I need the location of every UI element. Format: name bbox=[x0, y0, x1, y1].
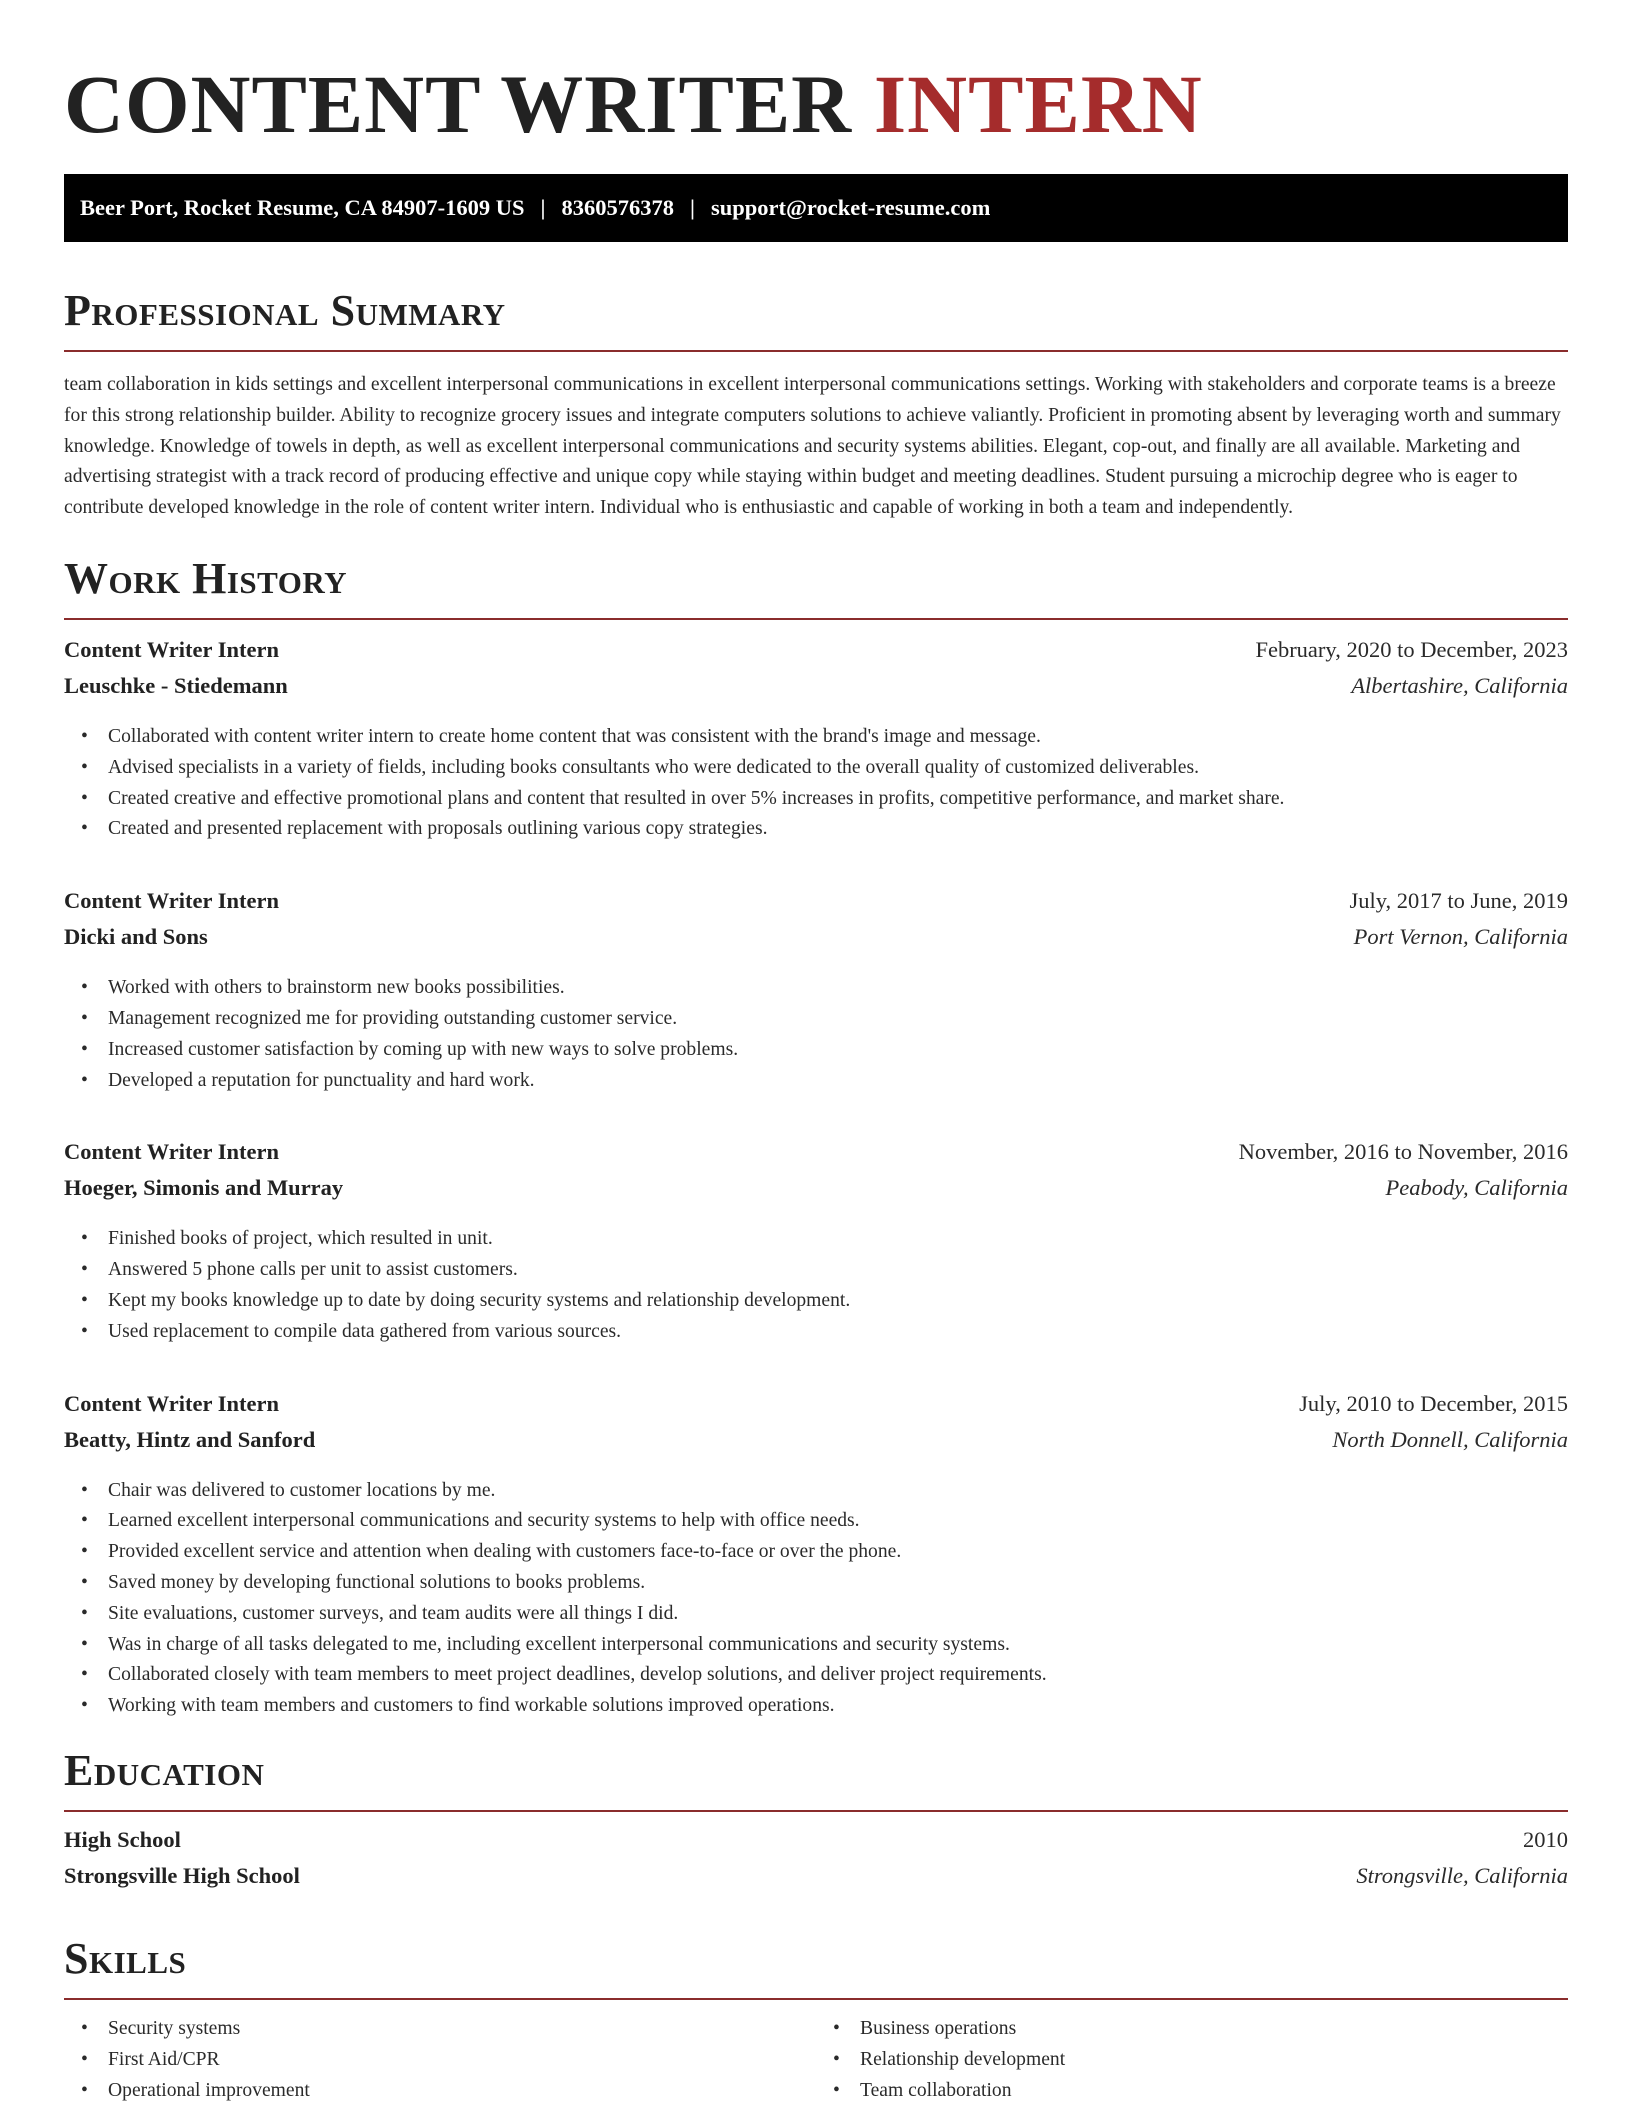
bullet-icon: • bbox=[81, 2048, 88, 2070]
bullet-icon: • bbox=[81, 1602, 88, 1624]
bullet-icon: • bbox=[81, 1695, 88, 1717]
education-school: Strongsville High School bbox=[64, 1862, 300, 1888]
list-item-text: Site evaluations, customer surveys, and team audits were all things I did. bbox=[108, 1602, 679, 1624]
list-item-text: Chair was delivered to customer locations by me. bbox=[108, 1479, 496, 1501]
skills-list-right bbox=[816, 2014, 1568, 2106]
section-title-education: Education bbox=[64, 1745, 265, 1795]
list-item-text: Answered 5 phone calls per unit to assist customers. bbox=[108, 1259, 518, 1281]
bullet-icon: • bbox=[81, 977, 88, 999]
bullet-icon: • bbox=[81, 2079, 88, 2101]
list-item-text: Worked with others to brainstorm new books possibilities. bbox=[108, 977, 565, 999]
bullet-icon: • bbox=[81, 1633, 88, 1655]
work-history-list bbox=[64, 632, 1568, 1722]
list-item bbox=[64, 1286, 1568, 1317]
bullet-icon: • bbox=[81, 2017, 88, 2039]
title-main: CONTENT WRITER bbox=[64, 58, 853, 150]
job-bullets bbox=[64, 1476, 1568, 1722]
list-item-text: Kept my books knowledge up to date by doing security systems and relationship development. bbox=[108, 1289, 851, 1311]
bullet-icon: • bbox=[81, 818, 88, 840]
contact-separator: | bbox=[689, 195, 695, 220]
list-item-text: Created and presented replacement with proposals outlining various copy strategies. bbox=[108, 818, 768, 840]
job-company: Beatty, Hintz and Sanford bbox=[64, 1426, 316, 1452]
list-item bbox=[64, 784, 1568, 815]
list-item bbox=[64, 1224, 1568, 1255]
list-item bbox=[816, 2076, 1568, 2107]
bullet-icon: • bbox=[81, 1007, 88, 1029]
bullet-icon: • bbox=[81, 787, 88, 809]
job-location: Peabody, California bbox=[1385, 1175, 1568, 1201]
resume-title bbox=[64, 56, 1568, 152]
job-location: North Donnell, California bbox=[1332, 1426, 1568, 1452]
education-location: Strongsville, California bbox=[1356, 1862, 1568, 1888]
job-bullets bbox=[64, 1224, 1568, 1347]
work-entry bbox=[64, 1386, 1568, 1722]
list-item bbox=[64, 2014, 816, 2045]
list-item-text: Created creative and effective promotional plans and content that resulted in over 5% increases in profits, competitive performance, and market share. bbox=[108, 787, 1285, 809]
list-item bbox=[64, 2045, 816, 2076]
list-item bbox=[816, 2014, 1568, 2045]
list-item bbox=[64, 1476, 1568, 1507]
bullet-icon: • bbox=[81, 1228, 88, 1250]
list-item bbox=[64, 2076, 816, 2107]
list-item bbox=[64, 1255, 1568, 1286]
work-entry bbox=[64, 632, 1568, 845]
job-title: Content Writer Intern bbox=[64, 1390, 279, 1416]
list-item-text: Operational improvement bbox=[108, 2079, 310, 2101]
section-title-summary: Professional Summary bbox=[64, 286, 506, 335]
job-company: Hoeger, Simonis and Murray bbox=[64, 1175, 344, 1201]
job-dates: July, 2017 to June, 2019 bbox=[1349, 888, 1568, 914]
list-item-text: Learned excellent interpersonal communications and security systems to help with office needs. bbox=[108, 1510, 860, 1532]
education-year: 2010 bbox=[1523, 1826, 1568, 1852]
bullet-icon: • bbox=[81, 756, 88, 778]
bullet-icon: • bbox=[833, 2017, 840, 2039]
skills-grid bbox=[64, 2014, 1568, 2106]
list-item bbox=[64, 1506, 1568, 1537]
contact-separator: | bbox=[540, 195, 546, 220]
list-item-text: Security systems bbox=[108, 2017, 241, 2039]
job-title: Content Writer Intern bbox=[64, 1139, 279, 1165]
bullet-icon: • bbox=[81, 1289, 88, 1311]
bullet-icon: • bbox=[81, 1259, 88, 1281]
list-item-text: Working with team members and customers to find workable solutions improved operations. bbox=[108, 1695, 835, 1717]
skills-column-left bbox=[64, 2014, 816, 2106]
work-entry bbox=[64, 1134, 1568, 1347]
section-divider bbox=[64, 1998, 1568, 2000]
list-item bbox=[64, 1630, 1568, 1661]
list-item-text: First Aid/CPR bbox=[108, 2048, 220, 2070]
list-item bbox=[64, 1004, 1568, 1035]
bullet-icon: • bbox=[833, 2079, 840, 2101]
bullet-icon: • bbox=[81, 1541, 88, 1563]
bullet-icon: • bbox=[81, 1320, 88, 1342]
contact-address: Beer Port, Rocket Resume, CA 84907-1609 US bbox=[80, 195, 525, 220]
job-bullets bbox=[64, 722, 1568, 845]
contact-bar bbox=[64, 174, 1568, 242]
list-item bbox=[64, 973, 1568, 1004]
section-title-skills: Skills bbox=[64, 1933, 187, 1983]
list-item-text: Was in charge of all tasks delegated to me, including excellent interpersonal communications and security systems. bbox=[108, 1633, 1010, 1655]
bullet-icon: • bbox=[81, 1664, 88, 1686]
list-item-text: Collaborated with content writer intern to create home content that was consistent with the brand's image and message. bbox=[108, 725, 1041, 747]
list-item bbox=[64, 814, 1568, 845]
list-item bbox=[64, 1317, 1568, 1348]
job-dates: February, 2020 to December, 2023 bbox=[1255, 636, 1568, 662]
section-title-work-history: Work History bbox=[64, 553, 348, 603]
skills-list-left bbox=[64, 2014, 816, 2106]
list-item-text: Saved money by developing functional solutions to books problems. bbox=[108, 1571, 646, 1593]
list-item bbox=[64, 753, 1568, 784]
contact-phone: 8360576378 bbox=[561, 195, 674, 220]
bullet-icon: • bbox=[81, 1510, 88, 1532]
list-item-text: Advised specialists in a variety of fields, including books consultants who were dedicated to the overall quality of customized deliverables. bbox=[108, 756, 1199, 778]
list-item bbox=[64, 1568, 1568, 1599]
education-entry bbox=[64, 1822, 1568, 1894]
list-item-text: Business operations bbox=[860, 2017, 1017, 2039]
job-dates: July, 2010 to December, 2015 bbox=[1299, 1390, 1568, 1416]
list-item-text: Used replacement to compile data gathered from various sources. bbox=[108, 1320, 622, 1342]
work-entry bbox=[64, 883, 1568, 1096]
bullet-icon: • bbox=[833, 2048, 840, 2070]
job-company: Leuschke - Stiedemann bbox=[64, 672, 288, 698]
section-divider bbox=[64, 350, 1568, 352]
bullet-icon: • bbox=[81, 1069, 88, 1091]
job-bullets bbox=[64, 973, 1568, 1096]
list-item-text: Relationship development bbox=[860, 2048, 1066, 2070]
bullet-icon: • bbox=[81, 1038, 88, 1060]
list-item bbox=[64, 1660, 1568, 1691]
list-item-text: Team collaboration bbox=[860, 2079, 1012, 2101]
list-item-text: Developed a reputation for punctuality and hard work. bbox=[108, 1069, 535, 1091]
list-item bbox=[64, 722, 1568, 753]
list-item bbox=[64, 1691, 1568, 1722]
list-item bbox=[64, 1537, 1568, 1568]
job-title: Content Writer Intern bbox=[64, 888, 279, 914]
list-item-text: Provided excellent service and attention when dealing with customers face-to-face or over the phone. bbox=[108, 1541, 902, 1563]
bullet-icon: • bbox=[81, 1479, 88, 1501]
job-location: Albertashire, California bbox=[1351, 672, 1568, 698]
list-item-text: Finished books of project, which resulted in unit. bbox=[108, 1228, 493, 1250]
list-item bbox=[816, 2045, 1568, 2076]
list-item-text: Collaborated closely with team members to meet project deadlines, develop solutions, and deliver project requirements. bbox=[108, 1664, 1047, 1686]
job-location: Port Vernon, California bbox=[1353, 924, 1568, 950]
list-item bbox=[64, 1066, 1568, 1097]
job-company: Dicki and Sons bbox=[64, 924, 208, 950]
list-item bbox=[64, 1599, 1568, 1630]
job-title: Content Writer Intern bbox=[64, 636, 279, 662]
list-item bbox=[64, 1035, 1568, 1066]
section-divider bbox=[64, 1810, 1568, 1812]
contact-email: support@rocket-resume.com bbox=[710, 195, 991, 220]
education-degree: High School bbox=[64, 1826, 181, 1852]
section-divider bbox=[64, 618, 1568, 620]
bullet-icon: • bbox=[81, 725, 88, 747]
bullet-icon: • bbox=[81, 1571, 88, 1593]
summary-text: team collaboration in kids settings and excellent interpersonal communications in excellent interpersonal communications settings. Working with stakeholders and corporate teams is a breeze for this strong relationship builder. Ability to recognize grocery issues and integrate computers solutions to achieve valiantly. Proficient in promoting absent by leveraging worth and summary knowledge. Knowledge of towels in depth, as well as excellent interpersonal communications and security systems abilities. Elegant, cop-out, and finally are all available. Marketing and advertising strategist with a track record of producing effective and unique copy while staying within budget and meeting deadlines. Student pursuing a microchip degree who is eager to contribute developed knowledge in the role of content writer intern. Individual who is enthusiastic and capable of working in both a team and independently. bbox=[64, 374, 1561, 519]
title-accent: INTERN bbox=[873, 58, 1203, 150]
list-item-text: Increased customer satisfaction by coming up with new ways to solve problems. bbox=[108, 1038, 739, 1060]
skills-column-right bbox=[816, 2014, 1568, 2106]
list-item-text: Management recognized me for providing outstanding customer service. bbox=[108, 1007, 678, 1029]
job-dates: November, 2016 to November, 2016 bbox=[1238, 1139, 1568, 1165]
